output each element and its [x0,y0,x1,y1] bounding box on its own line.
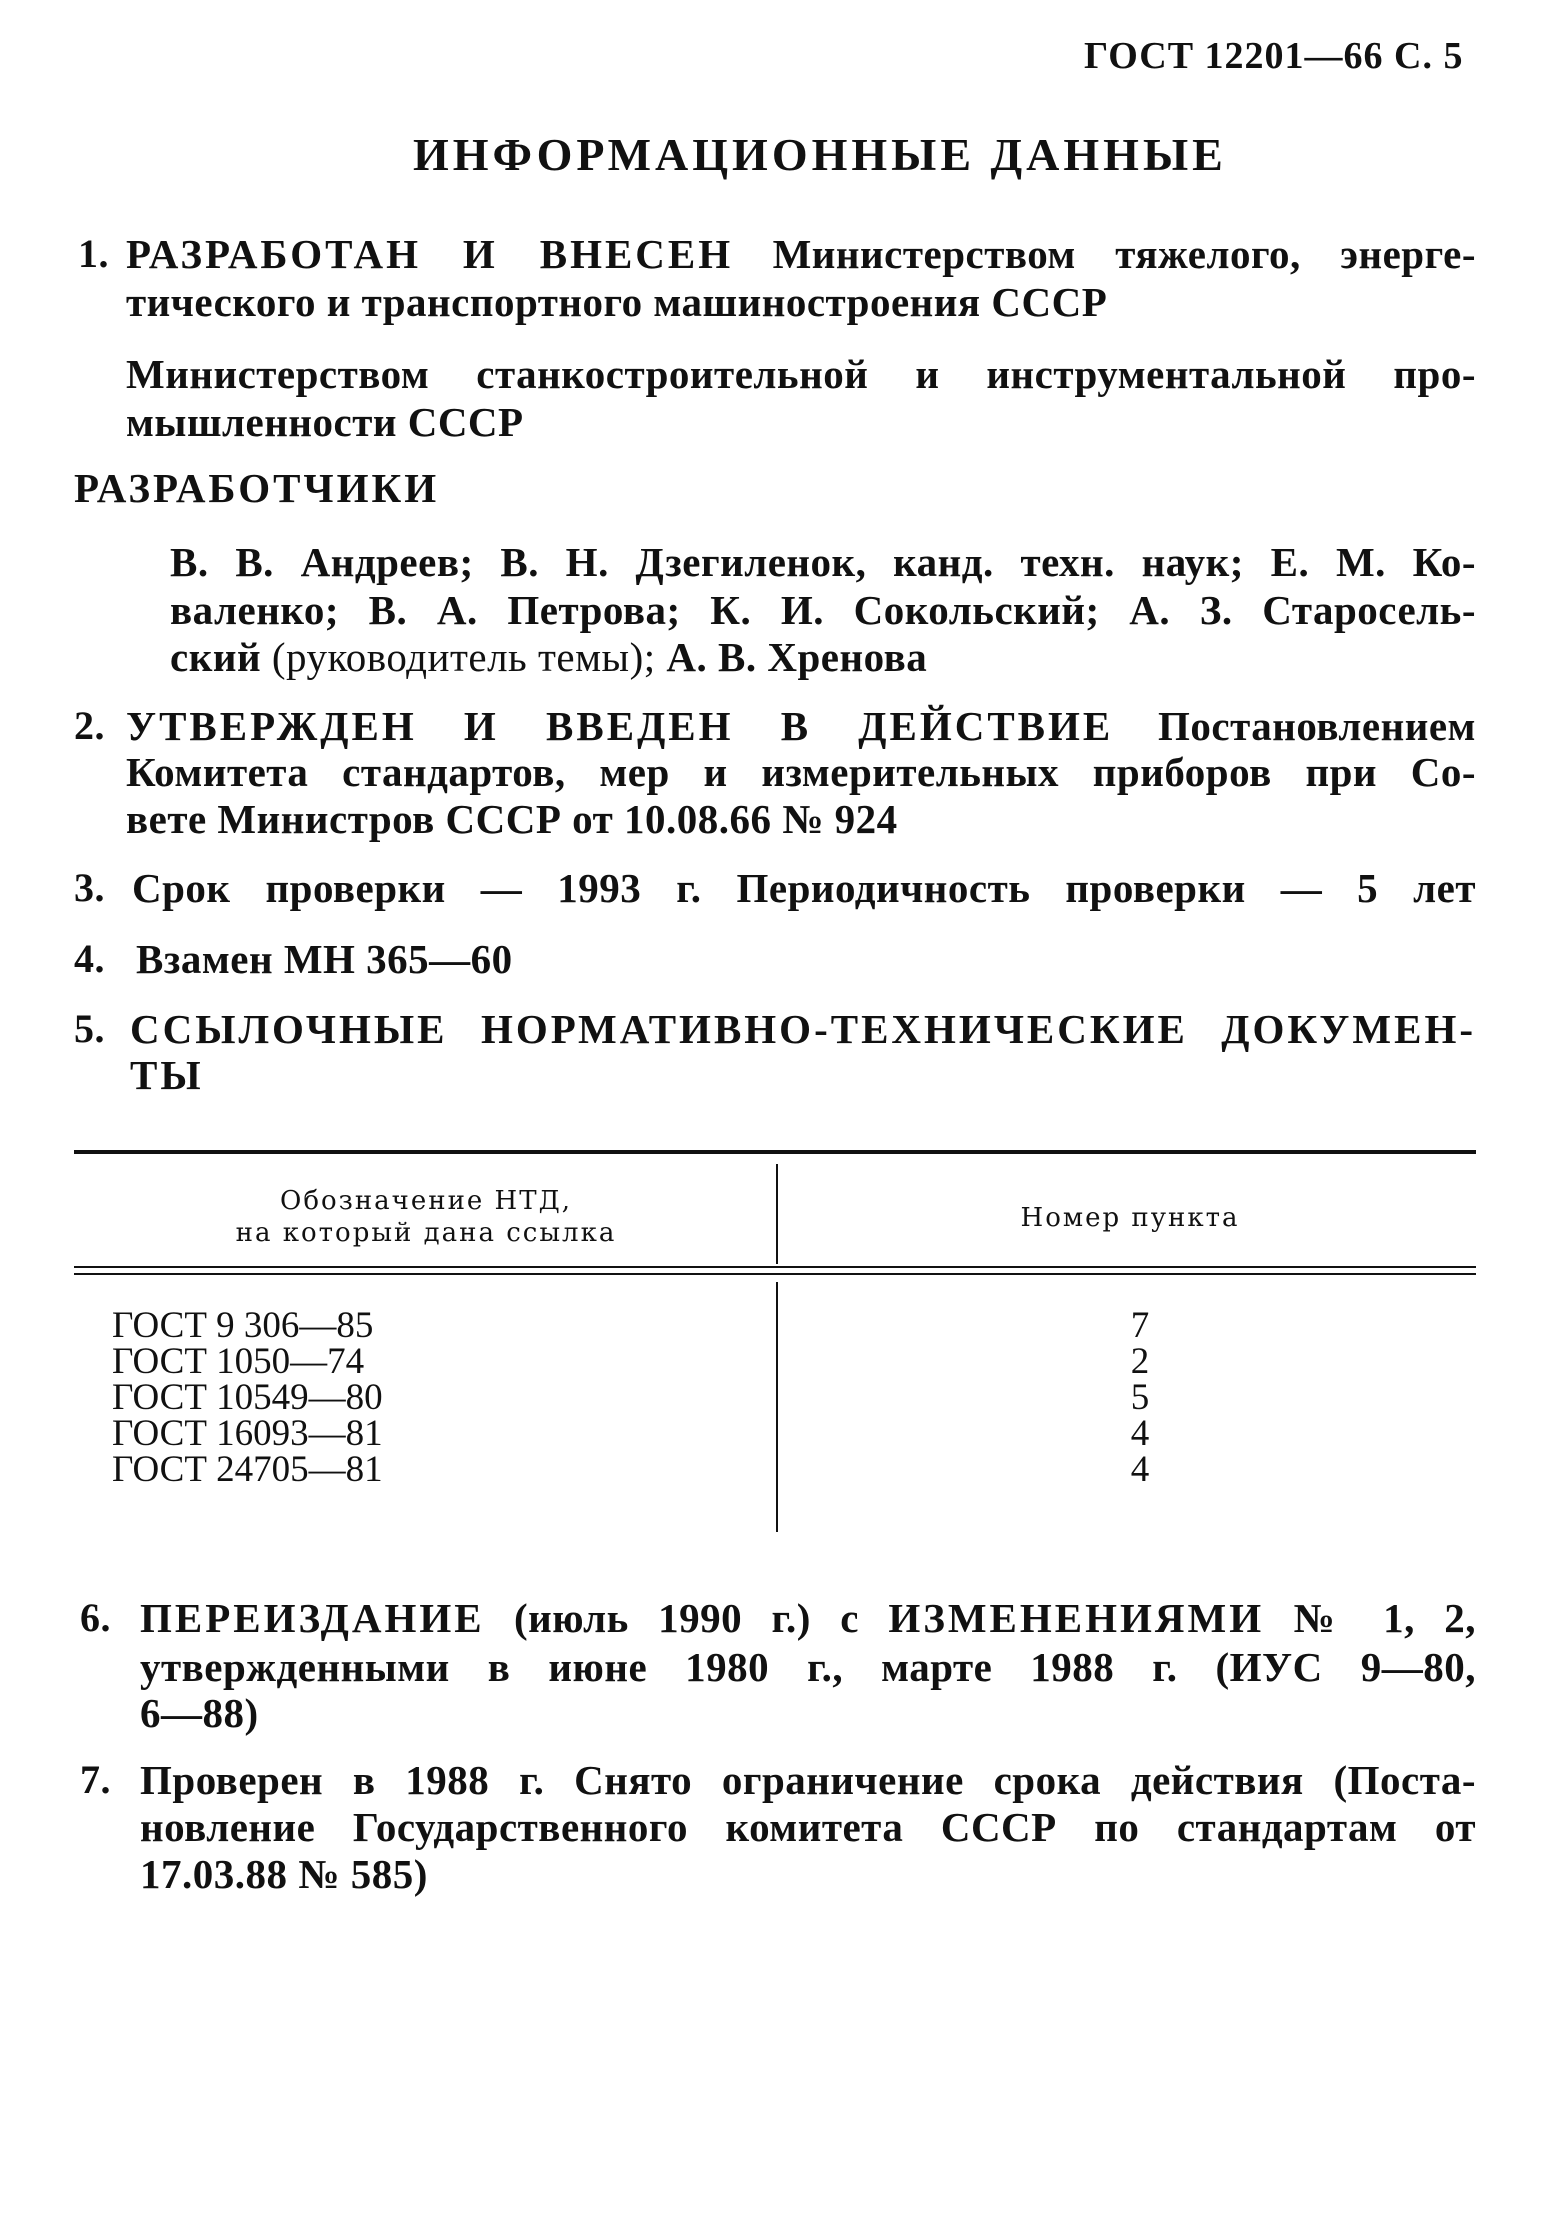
item-4-number: 4. [74,936,105,981]
table-row: ГОСТ 9 306—85 [112,1305,374,1346]
page-reference: ГОСТ 12201—66 С. 5 [1084,35,1464,77]
item-1-line-2: тического и транспортного машиностроения СССР [126,279,1108,325]
item-6-line-1 [140,1594,1476,1642]
item-2-lead: УТВЕРЖДЕН И ВВЕДЕН В ДЕЙСТВИЕ [126,703,1114,749]
table-row: ГОСТ 24705—81 [112,1449,383,1490]
item-6-rest: № 1, 2, [1293,1595,1477,1641]
item-1-line-1 [126,230,1476,278]
table-top-rule [74,1150,1476,1154]
table-row: ГОСТ 10549—80 [112,1377,383,1418]
item-5-number: 5. [74,1006,105,1051]
col-header-document [94,1185,758,1249]
item-6-number: 6. [80,1595,111,1640]
item-2-line-3: вете Министров СССР от 10.08.66 № 924 [126,796,898,842]
table-header-rule-2 [74,1273,1476,1275]
table-header-divider [776,1164,778,1264]
item-3-text: Срок проверки — 1993 г. Периодичность проверки — 5 лет [132,865,1476,911]
document-title: ИНФОРМАЦИОННЫЕ ДАННЫЕ [413,129,1227,180]
developers-heading: РАЗРАБОТЧИКИ [74,465,440,511]
col-header-document-line-2: на который дана ссылка [235,1218,617,1248]
item-1-number: 1. [78,231,109,276]
item-6-line-2: утвержденными в июне 1980 г., марте 1988 г. (ИУС 9—80, [140,1644,1476,1690]
item-2-line-1-rest: Постановлением [1157,703,1476,749]
table-cell-clause: 7 [1130,1305,1150,1346]
item-6-paren: (июль 1990 г.) с [513,1595,859,1641]
developers-line-3 [170,633,927,681]
developers-line-3-a: ский [170,634,262,680]
developers-line-3-c: А. В. Хренова [666,634,928,680]
table-body-docs [112,1305,383,1490]
item-2-line-1 [126,702,1476,750]
item-6-line-3: 6—88) [140,1690,259,1736]
item-1-lead: РАЗРАБОТАН И ВНЕСЕН [126,231,734,277]
item-5-line-1: ССЫЛОЧНЫЕ НОРМАТИВНО-ТЕХНИЧЕСКИЕ ДОКУМЕН- [130,1006,1476,1052]
table-cell-clause: 4 [1130,1449,1150,1490]
col-header-clause: Номер пункта [1020,1203,1240,1233]
table-cell-clause: 2 [1130,1341,1150,1382]
item-7-line-3: 17.03.88 № 585) [140,1851,428,1897]
item-1-para-2-line-1: Министерством станкостроительной и инструментальной про- [126,351,1476,397]
item-3-number: 3. [74,865,105,910]
table-header-rule-1 [74,1266,1476,1268]
item-7-number: 7. [80,1757,111,1802]
item-6-lead-1: ПЕРЕИЗДАНИЕ [140,1595,485,1641]
item-2-line-2: Комитета стандартов, мер и измерительных приборов при Со- [126,749,1476,795]
table-row: ГОСТ 16093—81 [112,1413,383,1454]
item-2-number: 2. [74,703,105,748]
table-cell-clause: 4 [1130,1413,1150,1454]
col-header-document-line-1: Обозначение НТД, [280,1186,572,1216]
item-7-line-1: Проверен в 1988 г. Снято ограничение срока действия (Поста- [140,1757,1476,1803]
item-1-line-1-rest: Министерством тяжелого, энерге- [772,231,1476,277]
developers-line-1: В. В. Андреев; В. Н. Дзегиленок, канд. техн. наук; Е. М. Ко- [170,539,1476,585]
developers-line-3-b: (руководитель темы); [271,634,656,680]
table-row: ГОСТ 1050—74 [112,1341,365,1382]
table-body-divider [776,1282,778,1532]
item-1-para-2-line-2: мышленности СССР [126,399,524,445]
item-4-text: Взамен МН 365—60 [136,936,513,982]
table-cell-clause: 5 [1130,1377,1150,1418]
table-body-clauses [1100,1305,1180,1490]
item-6-lead-2: ИЗМЕНЕНИЯМИ [888,1595,1265,1641]
item-5-line-2: ТЫ [130,1052,204,1098]
developers-line-2: валенко; В. А. Петрова; К. И. Сокольский; А. З. Старосель- [170,587,1476,633]
item-7-line-2: новление Государственного комитета СССР по стандартам от [140,1804,1476,1850]
